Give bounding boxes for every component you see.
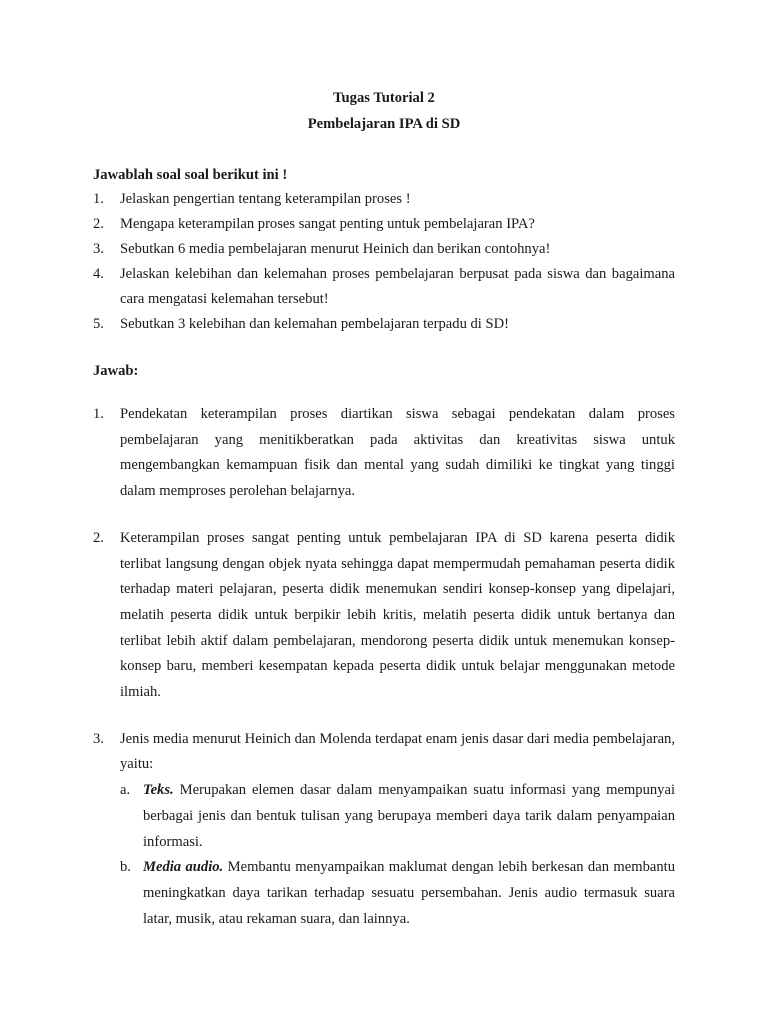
answer-number: 1.: [93, 406, 104, 422]
question-text: Jelaskan pengertian tentang keterampilan proses !: [120, 191, 411, 207]
media-type-title: Media audio.: [143, 859, 224, 876]
media-type-text: [143, 778, 675, 855]
document-title: Tugas Tutorial 2: [333, 90, 435, 106]
question-number: 1.: [93, 191, 104, 207]
media-type-description: Merupakan elemen dasar dalam menyampaikan suatu informasi yang mempunyai berbagai jenis dan bentuk tulisan yang berupaya memberi daya tarik dalam penyampaian informasi.: [143, 782, 675, 850]
answers-heading: Jawab:: [93, 363, 139, 379]
answer-text: Keterampilan proses sangat penting untuk pembelajaran IPA di SD karena peserta didik terlibat langsung dengan objek nyata sehingga dapat mempermudah pemahaman peserta didik terhadap materi pelajaran, peserta didik menemukan sendiri konsep-konsep yang dipelajari, melatih peserta didik untuk berpikir lebih kritis, melatih peserta didik untuk bertanya dan terlibat lebih aktif dalam pembelajaran, mendorong peserta didik untuk menemukan konsep-konsep baru, memberi kesempatan kepada peserta didik untuk belajar menggunakan metode ilmiah.: [120, 529, 675, 701]
media-type-description: Membantu menyampaikan maklumat dengan lebih berkesan dan membantu meningkatkan daya tarikan terhadap sesuatu persembahan. Jenis audio termasuk suara latar, musik, atau rekaman suara, dan lainnya.: [143, 859, 675, 927]
media-type-item: [120, 778, 675, 855]
question-text: Mengapa keterampilan proses sangat penting untuk pembelajaran IPA?: [120, 216, 535, 232]
question-item: [93, 262, 675, 312]
question-item: [93, 237, 675, 262]
media-type-title: Teks.: [143, 782, 174, 799]
question-number: 5.: [93, 316, 104, 332]
questions-heading: Jawablah soal soal berikut ini !: [93, 167, 288, 183]
document-subtitle: Pembelajaran IPA di SD: [307, 116, 461, 132]
question-text: Sebutkan 6 media pembelajaran menurut Heinich dan berikan contohnya!: [120, 241, 551, 257]
document-page: [93, 86, 675, 953]
answer-number: 2.: [93, 529, 104, 546]
questions-list: [93, 187, 675, 337]
media-types-list: [120, 778, 675, 932]
media-type-letter: b.: [120, 859, 131, 876]
answer-text: Pendekatan keterampilan proses diartikan siswa sebagai pendekatan dalam proses pembelajaran yang menitikberatkan pada aktivitas dan kreativitas siswa untuk mengembangkan kemampuan fisik dan mental yang sudah dimiliki ke tingkat yang tinggi dalam memproses perolehan belajarnya.: [120, 406, 675, 500]
question-number: 3.: [93, 241, 104, 257]
question-text: Sebutkan 3 kelebihan dan kelemahan pembelajaran terpadu di SD!: [120, 316, 510, 332]
answer-number: 3.: [93, 730, 104, 747]
question-item: [93, 187, 675, 212]
question-item: [93, 312, 675, 337]
question-number: 4.: [93, 266, 104, 282]
media-type-letter: a.: [120, 782, 131, 799]
answer-item: [93, 402, 675, 505]
answer-item: [93, 526, 675, 706]
answer-item: [93, 727, 675, 933]
media-type-item: [120, 855, 675, 932]
media-type-text: [143, 855, 675, 932]
question-text: Jelaskan kelebihan dan kelemahan proses pembelajaran berpusat pada siswa dan bagaimana cara mengatasi kelemahan tersebut!: [120, 266, 675, 307]
answer-text: Jenis media menurut Heinich dan Molenda terdapat enam jenis dasar dari media pembelajaran, yaitu:: [120, 730, 675, 773]
question-number: 2.: [93, 216, 104, 232]
answers-list: [93, 402, 675, 932]
question-item: [93, 212, 675, 237]
answer-body: [120, 727, 675, 933]
